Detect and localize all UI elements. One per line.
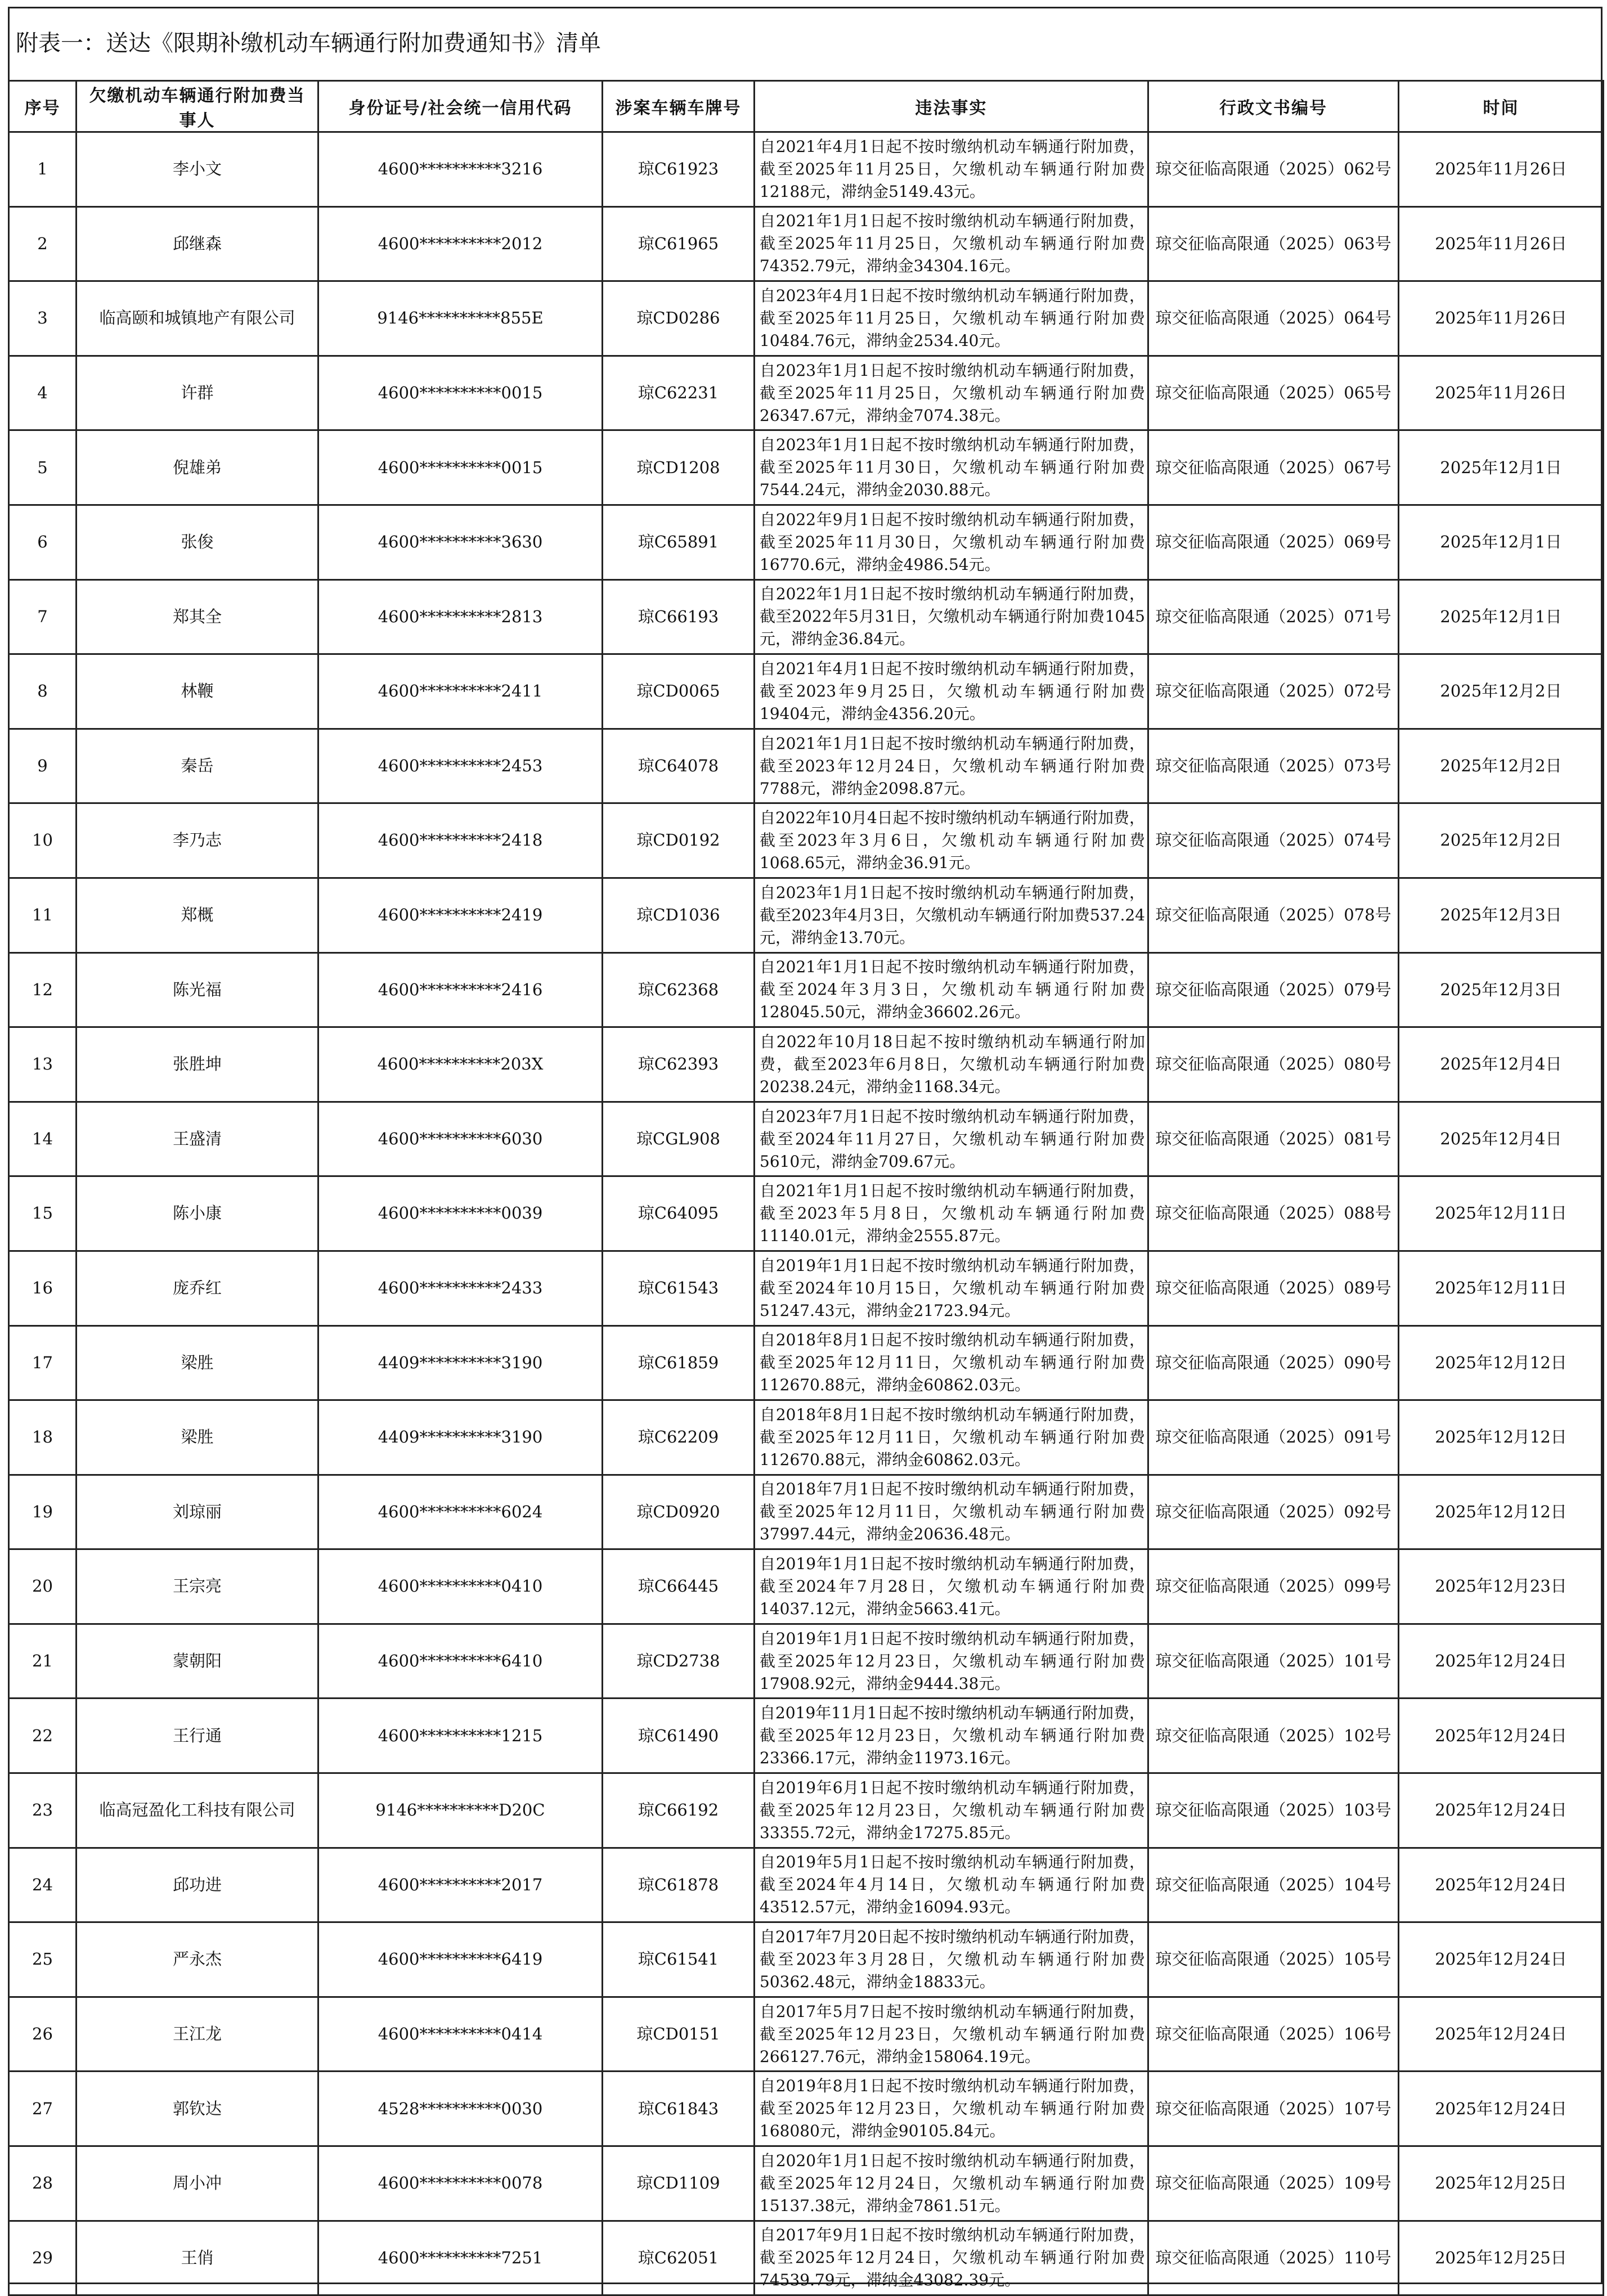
violation-facts: 自2022年10月4日起不按时缴纳机动车辆通行附加费，截至2023年3月6日，欠缴机动车辆通行附加费1068.65元，滞纳金36.91元。 xyxy=(755,803,1148,878)
plate-number: 琼C61541 xyxy=(603,1922,755,1997)
row-number: 3 xyxy=(9,281,77,356)
issue-date: 2025年11月26日 xyxy=(1399,281,1604,356)
table-row xyxy=(9,1922,1604,1997)
table-row xyxy=(9,2146,1604,2221)
table-row xyxy=(9,1773,1604,1848)
violation-facts: 自2018年8月1日起不按时缴纳机动车辆通行附加费，截至2025年12月11日，欠缴机动车辆通行附加费112670.88元，滞纳金60862.03元。 xyxy=(755,1326,1148,1400)
document-number: 琼交征临高限通（2025）069号 xyxy=(1148,505,1399,579)
violation-facts: 自2022年1月1日起不按时缴纳机动车辆通行附加费，截至2022年5月31日，欠缴机动车辆通行附加费1045元，滞纳金36.84元。 xyxy=(755,579,1148,654)
row-number: 29 xyxy=(9,2221,77,2295)
violation-facts: 自2019年5月1日起不按时缴纳机动车辆通行附加费，截至2024年4月14日，欠缴机动车辆通行附加费43512.57元，滞纳金16094.93元。 xyxy=(755,1848,1148,1922)
row-number: 6 xyxy=(9,505,77,579)
plate-number: 琼C61859 xyxy=(603,1326,755,1400)
table-row xyxy=(9,2072,1604,2146)
table-row xyxy=(9,1699,1604,1773)
plate-number: 琼C62368 xyxy=(603,952,755,1027)
header-no: 序号 xyxy=(9,81,77,132)
party-name: 刘琼丽 xyxy=(77,1475,318,1549)
party-name: 邱功进 xyxy=(77,1848,318,1922)
issue-date: 2025年12月24日 xyxy=(1399,2072,1604,2146)
table-body xyxy=(9,132,1604,2295)
row-number: 11 xyxy=(9,878,77,952)
violation-facts: 自2020年1月1日起不按时缴纳机动车辆通行附加费，截至2025年12月24日，欠缴机动车辆通行附加费15137.38元，滞纳金7861.51元。 xyxy=(755,2146,1148,2221)
table-row xyxy=(9,878,1604,952)
plate-number: 琼C62051 xyxy=(603,2221,755,2295)
table-row xyxy=(9,729,1604,803)
violation-facts: 自2018年7月1日起不按时缴纳机动车辆通行附加费，截至2025年12月11日，欠缴机动车辆通行附加费37997.44元，滞纳金20636.48元。 xyxy=(755,1475,1148,1549)
table-row xyxy=(9,1102,1604,1176)
plate-number: 琼CD1109 xyxy=(603,2146,755,2221)
document-title: 附表一：送达《限期补缴机动车辆通行附加费通知书》清单 xyxy=(16,30,601,56)
id-code: 4600**********2017 xyxy=(318,1848,603,1922)
document-number: 琼交征临高限通（2025）079号 xyxy=(1148,952,1399,1027)
violation-facts: 自2019年1月1日起不按时缴纳机动车辆通行附加费，截至2024年7月28日，欠缴机动车辆通行附加费14037.12元，滞纳金5663.41元。 xyxy=(755,1549,1148,1624)
row-number: 19 xyxy=(9,1475,77,1549)
issue-date: 2025年12月23日 xyxy=(1399,1549,1604,1624)
party-name: 林鞭 xyxy=(77,654,318,729)
id-code: 4409**********3190 xyxy=(318,1326,603,1400)
id-code: 4600**********6030 xyxy=(318,1102,603,1176)
id-code: 4600**********203X xyxy=(318,1027,603,1102)
id-code: 4600**********2433 xyxy=(318,1251,603,1326)
issue-date: 2025年12月1日 xyxy=(1399,505,1604,579)
id-code: 4600**********2416 xyxy=(318,952,603,1027)
violation-facts: 自2017年9月1日起不按时缴纳机动车辆通行附加费，截至2025年12月24日，欠缴机动车辆通行附加费74539.79元，滞纳金43082.39元。 xyxy=(755,2221,1148,2295)
table-row xyxy=(9,1251,1604,1326)
party-name: 郑概 xyxy=(77,878,318,952)
id-code: 9146**********855E xyxy=(318,281,603,356)
violation-facts: 自2023年1月1日起不按时缴纳机动车辆通行附加费，截至2025年11月25日，欠缴机动车辆通行附加费26347.67元，滞纳金7074.38元。 xyxy=(755,356,1148,430)
table-row xyxy=(9,356,1604,430)
plate-number: 琼CD0065 xyxy=(603,654,755,729)
id-code: 4600**********0015 xyxy=(318,356,603,430)
party-name: 陈光福 xyxy=(77,952,318,1027)
id-code: 4600**********2418 xyxy=(318,803,603,878)
violation-facts: 自2019年6月1日起不按时缴纳机动车辆通行附加费，截至2025年12月23日，欠缴机动车辆通行附加费33355.72元，滞纳金17275.85元。 xyxy=(755,1773,1148,1848)
party-name: 倪雄弟 xyxy=(77,430,318,505)
issue-date: 2025年12月2日 xyxy=(1399,729,1604,803)
id-code: 4600**********2453 xyxy=(318,729,603,803)
party-name: 李乃志 xyxy=(77,803,318,878)
issue-date: 2025年12月1日 xyxy=(1399,579,1604,654)
issue-date: 2025年12月25日 xyxy=(1399,2146,1604,2221)
party-name: 庞乔红 xyxy=(77,1251,318,1326)
document-number: 琼交征临高限通（2025）110号 xyxy=(1148,2221,1399,2295)
table-row xyxy=(9,952,1604,1027)
violation-facts: 自2023年1月1日起不按时缴纳机动车辆通行附加费，截至2023年4月3日，欠缴机动车辆通行附加费537.24元，滞纳金13.70元。 xyxy=(755,878,1148,952)
issue-date: 2025年12月3日 xyxy=(1399,952,1604,1027)
violation-facts: 自2018年8月1日起不按时缴纳机动车辆通行附加费，截至2025年12月11日，欠缴机动车辆通行附加费112670.88元，滞纳金60862.03元。 xyxy=(755,1400,1148,1475)
party-name: 许群 xyxy=(77,356,318,430)
row-number: 5 xyxy=(9,430,77,505)
document-number: 琼交征临高限通（2025）073号 xyxy=(1148,729,1399,803)
document-number: 琼交征临高限通（2025）109号 xyxy=(1148,2146,1399,2221)
violation-facts: 自2019年1月1日起不按时缴纳机动车辆通行附加费，截至2024年10月15日，欠缴机动车辆通行附加费51247.43元，滞纳金21723.94元。 xyxy=(755,1251,1148,1326)
document-number: 琼交征临高限通（2025）063号 xyxy=(1148,206,1399,281)
table-row xyxy=(9,1176,1604,1251)
violation-facts: 自2019年1月1日起不按时缴纳机动车辆通行附加费，截至2025年12月23日，欠缴机动车辆通行附加费17908.92元，滞纳金9444.38元。 xyxy=(755,1624,1148,1699)
table-row xyxy=(9,430,1604,505)
issue-date: 2025年12月3日 xyxy=(1399,878,1604,952)
issue-date: 2025年11月26日 xyxy=(1399,356,1604,430)
header-plate: 涉案车辆车牌号 xyxy=(603,81,755,132)
issue-date: 2025年12月1日 xyxy=(1399,430,1604,505)
party-name: 王江龙 xyxy=(77,1997,318,2072)
document-number: 琼交征临高限通（2025）102号 xyxy=(1148,1699,1399,1773)
table-row xyxy=(9,132,1604,207)
party-name: 王俏 xyxy=(77,2221,318,2295)
id-code: 4600**********0410 xyxy=(318,1549,603,1624)
table-row xyxy=(9,1326,1604,1400)
id-code: 4600**********7251 xyxy=(318,2221,603,2295)
row-number: 1 xyxy=(9,132,77,207)
party-name: 梁胜 xyxy=(77,1326,318,1400)
row-number: 8 xyxy=(9,654,77,729)
document-number: 琼交征临高限通（2025）065号 xyxy=(1148,356,1399,430)
id-code: 4600**********2813 xyxy=(318,579,603,654)
table-row xyxy=(9,654,1604,729)
party-name: 梁胜 xyxy=(77,1400,318,1475)
id-code: 4600**********6024 xyxy=(318,1475,603,1549)
party-name: 王行通 xyxy=(77,1699,318,1773)
violation-facts: 自2023年1月1日起不按时缴纳机动车辆通行附加费，截至2025年11月30日，欠缴机动车辆通行附加费7544.24元，滞纳金2030.88元。 xyxy=(755,430,1148,505)
plate-number: 琼C66193 xyxy=(603,579,755,654)
plate-number: 琼CD0920 xyxy=(603,1475,755,1549)
table-row xyxy=(9,1549,1604,1624)
document-number: 琼交征临高限通（2025）103号 xyxy=(1148,1773,1399,1848)
violation-facts: 自2023年7月1日起不按时缴纳机动车辆通行附加费，截至2024年11月27日，欠缴机动车辆通行附加费5610元，滞纳金709.67元。 xyxy=(755,1102,1148,1176)
issue-date: 2025年12月24日 xyxy=(1399,1848,1604,1922)
header-facts: 违法事实 xyxy=(755,81,1148,132)
id-code: 4600**********1215 xyxy=(318,1699,603,1773)
document-number: 琼交征临高限通（2025）080号 xyxy=(1148,1027,1399,1102)
violation-facts: 自2021年4月1日起不按时缴纳机动车辆通行附加费，截至2023年9月25日，欠缴机动车辆通行附加费19404元，滞纳金4356.20元。 xyxy=(755,654,1148,729)
document-number: 琼交征临高限通（2025）064号 xyxy=(1148,281,1399,356)
row-number: 22 xyxy=(9,1699,77,1773)
document-number: 琼交征临高限通（2025）091号 xyxy=(1148,1400,1399,1475)
document-number: 琼交征临高限通（2025）089号 xyxy=(1148,1251,1399,1326)
violation-facts: 自2022年9月1日起不按时缴纳机动车辆通行附加费，截至2025年11月30日，欠缴机动车辆通行附加费16770.6元，滞纳金4986.54元。 xyxy=(755,505,1148,579)
plate-number: 琼CD2738 xyxy=(603,1624,755,1699)
plate-number: 琼C61843 xyxy=(603,2072,755,2146)
plate-number: 琼C61878 xyxy=(603,1848,755,1922)
row-number: 14 xyxy=(9,1102,77,1176)
plate-number: 琼C62231 xyxy=(603,356,755,430)
party-name: 李小文 xyxy=(77,132,318,207)
party-name: 王宗亮 xyxy=(77,1549,318,1624)
row-number: 20 xyxy=(9,1549,77,1624)
row-number: 12 xyxy=(9,952,77,1027)
plate-number: 琼C61923 xyxy=(603,132,755,207)
party-name: 郑其全 xyxy=(77,579,318,654)
header-doc-no: 行政文书编号 xyxy=(1148,81,1399,132)
row-number: 2 xyxy=(9,206,77,281)
issue-date: 2025年12月24日 xyxy=(1399,1624,1604,1699)
row-number: 16 xyxy=(9,1251,77,1326)
row-number: 4 xyxy=(9,356,77,430)
violation-facts: 自2019年11月1日起不按时缴纳机动车辆通行附加费，截至2025年12月23日，欠缴机动车辆通行附加费23366.17元，滞纳金11973.16元。 xyxy=(755,1699,1148,1773)
plate-number: 琼CD0286 xyxy=(603,281,755,356)
row-number: 9 xyxy=(9,729,77,803)
issue-date: 2025年12月12日 xyxy=(1399,1400,1604,1475)
id-code: 4600**********6410 xyxy=(318,1624,603,1699)
table-row xyxy=(9,206,1604,281)
document-number: 琼交征临高限通（2025）104号 xyxy=(1148,1848,1399,1922)
header-id-code: 身份证号/社会统一信用代码 xyxy=(318,81,603,132)
header-party: 欠缴机动车辆通行附加费当事人 xyxy=(77,81,318,132)
party-name: 临高颐和城镇地产有限公司 xyxy=(77,281,318,356)
row-number: 10 xyxy=(9,803,77,878)
party-name: 秦岳 xyxy=(77,729,318,803)
id-code: 4600**********2419 xyxy=(318,878,603,952)
document-number: 琼交征临高限通（2025）074号 xyxy=(1148,803,1399,878)
document-number: 琼交征临高限通（2025）062号 xyxy=(1148,132,1399,207)
violation-facts: 自2021年1月1日起不按时缴纳机动车辆通行附加费，截至2023年5月8日，欠缴机动车辆通行附加费11140.01元，滞纳金2555.87元。 xyxy=(755,1176,1148,1251)
notice-list-table xyxy=(8,80,1604,2296)
id-code: 4600**********0039 xyxy=(318,1176,603,1251)
document-number: 琼交征临高限通（2025）090号 xyxy=(1148,1326,1399,1400)
document-number: 琼交征临高限通（2025）107号 xyxy=(1148,2072,1399,2146)
plate-number: 琼C61965 xyxy=(603,206,755,281)
id-code: 4600**********6419 xyxy=(318,1922,603,1997)
issue-date: 2025年11月26日 xyxy=(1399,132,1604,207)
table-row xyxy=(9,281,1604,356)
table-header-row xyxy=(9,81,1604,132)
row-number: 13 xyxy=(9,1027,77,1102)
party-name: 严永杰 xyxy=(77,1922,318,1997)
issue-date: 2025年12月25日 xyxy=(1399,2221,1604,2295)
issue-date: 2025年12月12日 xyxy=(1399,1326,1604,1400)
document-number: 琼交征临高限通（2025）092号 xyxy=(1148,1475,1399,1549)
row-number: 17 xyxy=(9,1326,77,1400)
issue-date: 2025年11月26日 xyxy=(1399,206,1604,281)
document-number: 琼交征临高限通（2025）088号 xyxy=(1148,1176,1399,1251)
party-name: 张胜坤 xyxy=(77,1027,318,1102)
row-number: 21 xyxy=(9,1624,77,1699)
party-name: 王盛清 xyxy=(77,1102,318,1176)
row-number: 25 xyxy=(9,1922,77,1997)
issue-date: 2025年12月24日 xyxy=(1399,1699,1604,1773)
party-name: 郭钦达 xyxy=(77,2072,318,2146)
party-name: 陈小康 xyxy=(77,1176,318,1251)
id-code: 4600**********0078 xyxy=(318,2146,603,2221)
id-code: 4600**********3216 xyxy=(318,132,603,207)
table-row xyxy=(9,803,1604,878)
violation-facts: 自2021年1月1日起不按时缴纳机动车辆通行附加费，截至2024年3月3日，欠缴机动车辆通行附加费128045.50元，滞纳金36602.26元。 xyxy=(755,952,1148,1027)
plate-number: 琼C64095 xyxy=(603,1176,755,1251)
violation-facts: 自2017年7月20日起不按时缴纳机动车辆通行附加费，截至2023年3月28日，欠缴机动车辆通行附加费50362.48元，滞纳金18833元。 xyxy=(755,1922,1148,1997)
id-code: 9146**********D20C xyxy=(318,1773,603,1848)
row-number: 15 xyxy=(9,1176,77,1251)
table-row xyxy=(9,1848,1604,1922)
issue-date: 2025年12月11日 xyxy=(1399,1251,1604,1326)
issue-date: 2025年12月4日 xyxy=(1399,1027,1604,1102)
row-number: 18 xyxy=(9,1400,77,1475)
plate-number: 琼CD1036 xyxy=(603,878,755,952)
party-name: 蒙朝阳 xyxy=(77,1624,318,1699)
violation-facts: 自2021年1月1日起不按时缴纳机动车辆通行附加费，截至2025年11月25日，欠缴机动车辆通行附加费74352.79元，滞纳金34304.16元。 xyxy=(755,206,1148,281)
document-number: 琼交征临高限通（2025）101号 xyxy=(1148,1624,1399,1699)
issue-date: 2025年12月24日 xyxy=(1399,1922,1604,1997)
violation-facts: 自2022年10月18日起不按时缴纳机动车辆通行附加费，截至2023年6月8日，欠缴机动车辆通行附加费20238.24元，滞纳金1168.34元。 xyxy=(755,1027,1148,1102)
table-row xyxy=(9,1475,1604,1549)
document-number: 琼交征临高限通（2025）072号 xyxy=(1148,654,1399,729)
row-number: 23 xyxy=(9,1773,77,1848)
table-row xyxy=(9,505,1604,579)
violation-facts: 自2021年1月1日起不按时缴纳机动车辆通行附加费，截至2023年12月24日，欠缴机动车辆通行附加费7788元，滞纳金2098.87元。 xyxy=(755,729,1148,803)
plate-number: 琼C64078 xyxy=(603,729,755,803)
table-row xyxy=(9,1624,1604,1699)
plate-number: 琼C62393 xyxy=(603,1027,755,1102)
table-row xyxy=(9,579,1604,654)
plate-number: 琼C66445 xyxy=(603,1549,755,1624)
row-number: 28 xyxy=(9,2146,77,2221)
violation-facts: 自2017年5月7日起不按时缴纳机动车辆通行附加费，截至2025年12月23日，欠缴机动车辆通行附加费266127.76元，滞纳金158064.19元。 xyxy=(755,1997,1148,2072)
issue-date: 2025年12月24日 xyxy=(1399,1997,1604,2072)
violation-facts: 自2023年4月1日起不按时缴纳机动车辆通行附加费，截至2025年11月25日，欠缴机动车辆通行附加费10484.76元，滞纳金2534.40元。 xyxy=(755,281,1148,356)
row-number: 7 xyxy=(9,579,77,654)
table-row xyxy=(9,2221,1604,2295)
violation-facts: 自2019年8月1日起不按时缴纳机动车辆通行附加费，截至2025年12月23日，欠缴机动车辆通行附加费168080元，滞纳金90105.84元。 xyxy=(755,2072,1148,2146)
plate-number: 琼C61490 xyxy=(603,1699,755,1773)
plate-number: 琼C65891 xyxy=(603,505,755,579)
issue-date: 2025年12月4日 xyxy=(1399,1102,1604,1176)
document-number: 琼交征临高限通（2025）099号 xyxy=(1148,1549,1399,1624)
id-code: 4600**********2411 xyxy=(318,654,603,729)
id-code: 4600**********2012 xyxy=(318,206,603,281)
header-date: 时间 xyxy=(1399,81,1604,132)
row-number: 27 xyxy=(9,2072,77,2146)
id-code: 4600**********3630 xyxy=(318,505,603,579)
document-number: 琼交征临高限通（2025）067号 xyxy=(1148,430,1399,505)
row-number: 24 xyxy=(9,1848,77,1922)
party-name: 周小冲 xyxy=(77,2146,318,2221)
row-number: 26 xyxy=(9,1997,77,2072)
table-row xyxy=(9,1997,1604,2072)
issue-date: 2025年12月24日 xyxy=(1399,1773,1604,1848)
plate-number: 琼CD0151 xyxy=(603,1997,755,2072)
document-number: 琼交征临高限通（2025）078号 xyxy=(1148,878,1399,952)
document-number: 琼交征临高限通（2025）071号 xyxy=(1148,579,1399,654)
plate-number: 琼C62209 xyxy=(603,1400,755,1475)
plate-number: 琼CD1208 xyxy=(603,430,755,505)
document-number: 琼交征临高限通（2025）106号 xyxy=(1148,1997,1399,2072)
issue-date: 2025年12月11日 xyxy=(1399,1176,1604,1251)
plate-number: 琼C61543 xyxy=(603,1251,755,1326)
plate-number: 琼CGL908 xyxy=(603,1102,755,1176)
id-code: 4600**********0015 xyxy=(318,430,603,505)
plate-number: 琼CD0192 xyxy=(603,803,755,878)
plate-number: 琼C66192 xyxy=(603,1773,755,1848)
party-name: 邱继森 xyxy=(77,206,318,281)
violation-facts: 自2021年4月1日起不按时缴纳机动车辆通行附加费，截至2025年11月25日，欠缴机动车辆通行附加费12188元，滞纳金5149.43元。 xyxy=(755,132,1148,207)
table-row xyxy=(9,1400,1604,1475)
id-code: 4600**********0414 xyxy=(318,1997,603,2072)
issue-date: 2025年12月12日 xyxy=(1399,1475,1604,1549)
document-number: 琼交征临高限通（2025）081号 xyxy=(1148,1102,1399,1176)
issue-date: 2025年12月2日 xyxy=(1399,654,1604,729)
id-code: 4409**********3190 xyxy=(318,1400,603,1475)
document-number: 琼交征临高限通（2025）105号 xyxy=(1148,1922,1399,1997)
table-row xyxy=(9,1027,1604,1102)
issue-date: 2025年12月2日 xyxy=(1399,803,1604,878)
party-name: 临高冠盈化工科技有限公司 xyxy=(77,1773,318,1848)
id-code: 4528**********0030 xyxy=(318,2072,603,2146)
party-name: 张俊 xyxy=(77,505,318,579)
